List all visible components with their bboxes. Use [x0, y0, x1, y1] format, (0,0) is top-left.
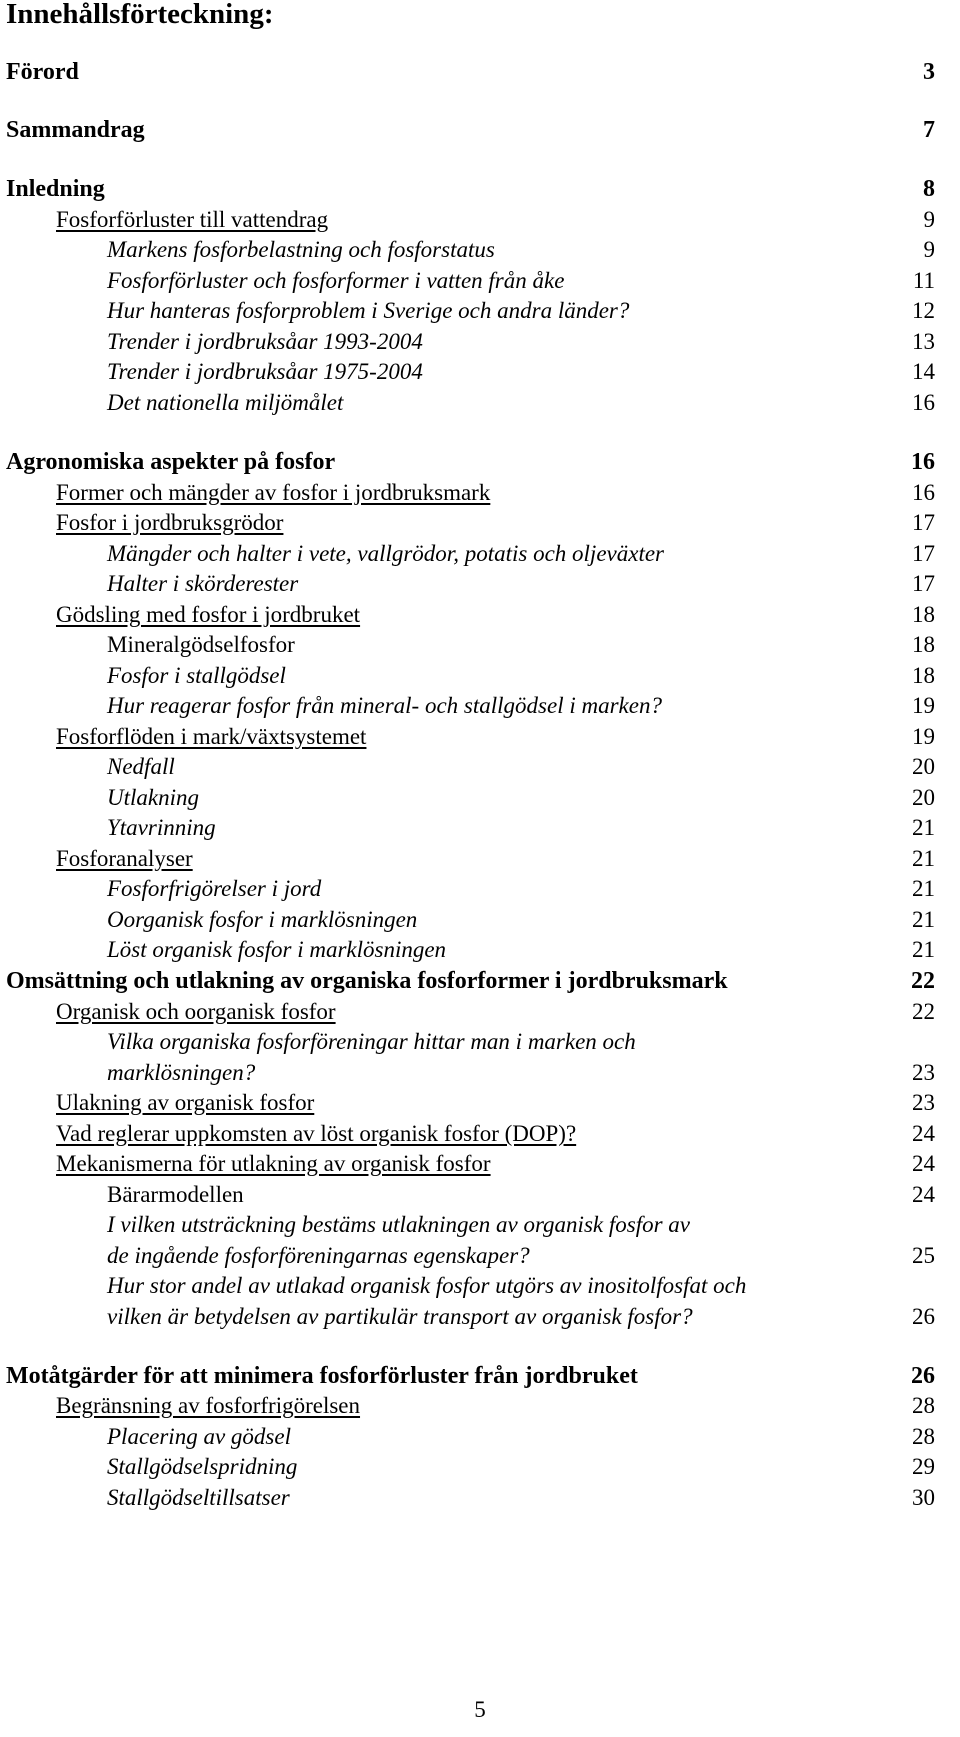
toc-entry-title: Ytavrinning: [107, 815, 216, 840]
toc-entry-title: Mekanismerna för utlakning av organisk fosfor: [56, 1151, 491, 1176]
toc-entry-title: Fosforanalyser: [56, 846, 193, 871]
toc-entry-page: 19: [912, 724, 935, 749]
toc-entry-page: 22: [911, 968, 935, 994]
toc-entry[interactable]: [0, 754, 960, 784]
toc-entry-page: 12: [912, 298, 935, 323]
toc-entry-page: 24: [912, 1182, 935, 1207]
toc-entry[interactable]: [0, 1243, 960, 1273]
toc-entry-page: 9: [923, 237, 935, 262]
toc-entry-page: 14: [912, 359, 935, 384]
toc-entry-page: 16: [911, 449, 935, 475]
toc-entry-title: Stallgödselspridning: [107, 1454, 298, 1479]
toc-entry-page: 25: [912, 1243, 935, 1268]
toc-entry[interactable]: [0, 268, 960, 298]
toc-entry-page: 9: [923, 207, 935, 232]
toc-entry[interactable]: [0, 237, 960, 267]
toc-entry[interactable]: [0, 1454, 960, 1484]
toc-entry-inledning[interactable]: [0, 176, 960, 206]
toc-entry-page: 7: [923, 117, 935, 143]
toc-entry-title: vilken är betydelsen av partikulär transport av organisk fosfor?: [107, 1304, 693, 1329]
toc-entry-page: 29: [912, 1454, 935, 1479]
toc-entry[interactable]: [0, 632, 960, 662]
toc-entry-page: 24: [912, 1121, 935, 1146]
toc-entry-title: Vilka organiska fosforföreningar hittar man i marken och: [107, 1029, 636, 1054]
toc-entry-page: 26: [912, 1304, 935, 1329]
toc-entry[interactable]: [0, 1212, 960, 1242]
toc-entry-title: Trender i jordbruksåar 1975-2004: [107, 359, 423, 384]
toc-entry-title: Organisk och oorganisk fosfor: [56, 999, 336, 1024]
toc-entry-motatgarder[interactable]: [0, 1363, 960, 1393]
toc-entry-title: Förord: [6, 59, 79, 85]
toc-entry-title: Inledning: [6, 176, 105, 202]
toc-entry[interactable]: [0, 298, 960, 328]
toc-entry[interactable]: [0, 846, 960, 876]
toc-entry[interactable]: [0, 693, 960, 723]
toc-entry[interactable]: [0, 1029, 960, 1059]
toc-entry[interactable]: [0, 724, 960, 754]
toc-entry-page: 3: [923, 59, 935, 85]
toc-entry-title: Bärarmodellen: [107, 1182, 244, 1207]
toc-entry[interactable]: [0, 329, 960, 359]
toc-entry-title: marklösningen?: [107, 1060, 256, 1085]
toc-entry-title: Motåtgärder för att minimera fosforförluster från jordbruket: [6, 1363, 638, 1389]
toc-entry-page: 17: [912, 510, 935, 535]
toc-entry-title: Hur stor andel av utlakad organisk fosfor utgörs av inositolfosfat och: [107, 1273, 747, 1298]
toc-entry-page: 16: [912, 480, 935, 505]
toc-entry[interactable]: [0, 1090, 960, 1120]
toc-entry-title: Fosfor i jordbruksgrödor: [56, 510, 284, 535]
toc-entry-title: Nedfall: [107, 754, 175, 779]
toc-entry-title: Hur hanteras fosforproblem i Sverige och andra länder?: [107, 298, 630, 323]
toc-entry-sammandrag[interactable]: [0, 117, 960, 147]
toc-entry[interactable]: [0, 1182, 960, 1212]
toc-entry[interactable]: [0, 663, 960, 693]
toc-entry-title: Omsättning och utlakning av organiska fosforformer i jordbruksmark: [6, 968, 728, 994]
toc-entry-page: 16: [912, 390, 935, 415]
toc-entry-page: 30: [912, 1485, 935, 1510]
toc-entry-title: Trender i jordbruksåar 1993-2004: [107, 329, 423, 354]
toc-entry[interactable]: [0, 1424, 960, 1454]
toc-entry[interactable]: [0, 602, 960, 632]
toc-entry-title: Mängder och halter i vete, vallgrödor, potatis och oljeväxter: [107, 541, 664, 566]
toc-entry-title: Halter i skörderester: [107, 571, 299, 596]
toc-entry-title: Ulakning av organisk fosfor: [56, 1090, 315, 1115]
toc-entry-page: 20: [912, 785, 935, 810]
toc-entry-page: 22: [912, 999, 935, 1024]
toc-entry-title: Fosforflöden i mark/växtsystemet: [56, 724, 367, 749]
toc-entry-title: Stallgödseltillsatser: [107, 1485, 290, 1510]
toc-entry-title: Det nationella miljömålet: [107, 390, 344, 415]
toc-entry-title: Vad reglerar uppkomsten av löst organisk fosfor (DOP)?: [56, 1121, 577, 1146]
toc-entry-page: 8: [923, 176, 935, 202]
toc-entry-title: Markens fosforbelastning och fosforstatus: [107, 237, 495, 262]
toc-entry[interactable]: [0, 1304, 960, 1334]
toc-entry-title: Oorganisk fosfor i marklösningen: [107, 907, 418, 932]
toc-entry[interactable]: [0, 207, 960, 237]
toc-entry[interactable]: [0, 876, 960, 906]
toc-entry-page: 23: [912, 1060, 935, 1085]
toc-entry-title: Mineralgödselfosfor: [107, 632, 295, 657]
toc-entry[interactable]: [0, 1393, 960, 1423]
toc-entry-page: 24: [912, 1151, 935, 1176]
toc-entry[interactable]: [0, 1485, 960, 1515]
toc-entry-page: 28: [912, 1393, 935, 1418]
toc-entry-title: Hur reagerar fosfor från mineral- och stallgödsel i marken?: [107, 693, 662, 718]
toc-entry-title: Gödsling med fosfor i jordbruket: [56, 602, 361, 627]
toc-entry-title: de ingående fosforföreningarnas egenskaper?: [107, 1243, 530, 1268]
toc-entry-title: Fosfor i stallgödsel: [107, 663, 286, 688]
toc-entry[interactable]: [0, 541, 960, 571]
toc-entry-page: 28: [912, 1424, 935, 1449]
toc-entry-title: Placering av gödsel: [107, 1424, 291, 1449]
toc-entry[interactable]: [0, 1060, 960, 1090]
toc-entry[interactable]: [0, 359, 960, 389]
toc-entry[interactable]: [0, 1121, 960, 1151]
toc-entry-page: 21: [912, 815, 935, 840]
toc-entry-page: 18: [912, 632, 935, 657]
toc-entry[interactable]: [0, 571, 960, 601]
toc-entry-title: Löst organisk fosfor i marklösningen: [107, 937, 447, 962]
toc-entry-page: 19: [912, 693, 935, 718]
toc-entry-page: 20: [912, 754, 935, 779]
toc-entry[interactable]: [0, 907, 960, 937]
toc-entry-title: Fosforförluster till vattendrag: [56, 207, 329, 232]
toc-entry-title: Fosforförluster och fosforformer i vatten från åke: [107, 268, 565, 293]
toc-entry-page: 18: [912, 602, 935, 627]
page-number: 5: [474, 1697, 486, 1722]
toc-entry-page: 21: [912, 846, 935, 871]
toc-entry[interactable]: [0, 480, 960, 510]
toc-entry-title: Agronomiska aspekter på fosfor: [6, 449, 336, 475]
toc-entry[interactable]: [0, 1151, 960, 1181]
toc-entry-forord[interactable]: [0, 59, 960, 89]
toc-entry-title: Fosforfrigörelser i jord: [107, 876, 322, 901]
toc-entry[interactable]: [0, 510, 960, 540]
toc-entry-title: Sammandrag: [6, 117, 145, 143]
toc-entry-page: 26: [911, 1363, 935, 1389]
toc-entry-page: 21: [912, 937, 935, 962]
toc-entry-page: 21: [912, 907, 935, 932]
toc-entry[interactable]: [0, 390, 960, 420]
toc-entry-title: Begränsning av fosforfrigörelsen: [56, 1393, 361, 1418]
toc-entry[interactable]: [0, 815, 960, 845]
toc-entry[interactable]: [0, 785, 960, 815]
toc-entry-page: 21: [912, 876, 935, 901]
toc-entry-title: Utlakning: [107, 785, 199, 810]
toc-entry-page: 11: [912, 268, 935, 293]
toc-entry-title: I vilken utsträckning bestäms utlakningen av organisk fosfor av: [107, 1212, 690, 1237]
toc-entry-omsattning[interactable]: [0, 968, 960, 998]
toc-entry[interactable]: [0, 1273, 960, 1303]
page-title: Innehållsförteckning:: [6, 0, 274, 30]
toc-entry-page: 13: [912, 329, 935, 354]
toc-entry-page: 23: [912, 1090, 935, 1115]
toc-entry-page: 17: [912, 571, 935, 596]
toc-entry-agronomiska[interactable]: [0, 449, 960, 479]
toc-entry-page: 17: [912, 541, 935, 566]
toc-entry[interactable]: [0, 937, 960, 967]
toc-entry[interactable]: [0, 999, 960, 1029]
toc-entry-page: 18: [912, 663, 935, 688]
toc-entry-title: Former och mängder av fosfor i jordbruksmark: [56, 480, 491, 505]
